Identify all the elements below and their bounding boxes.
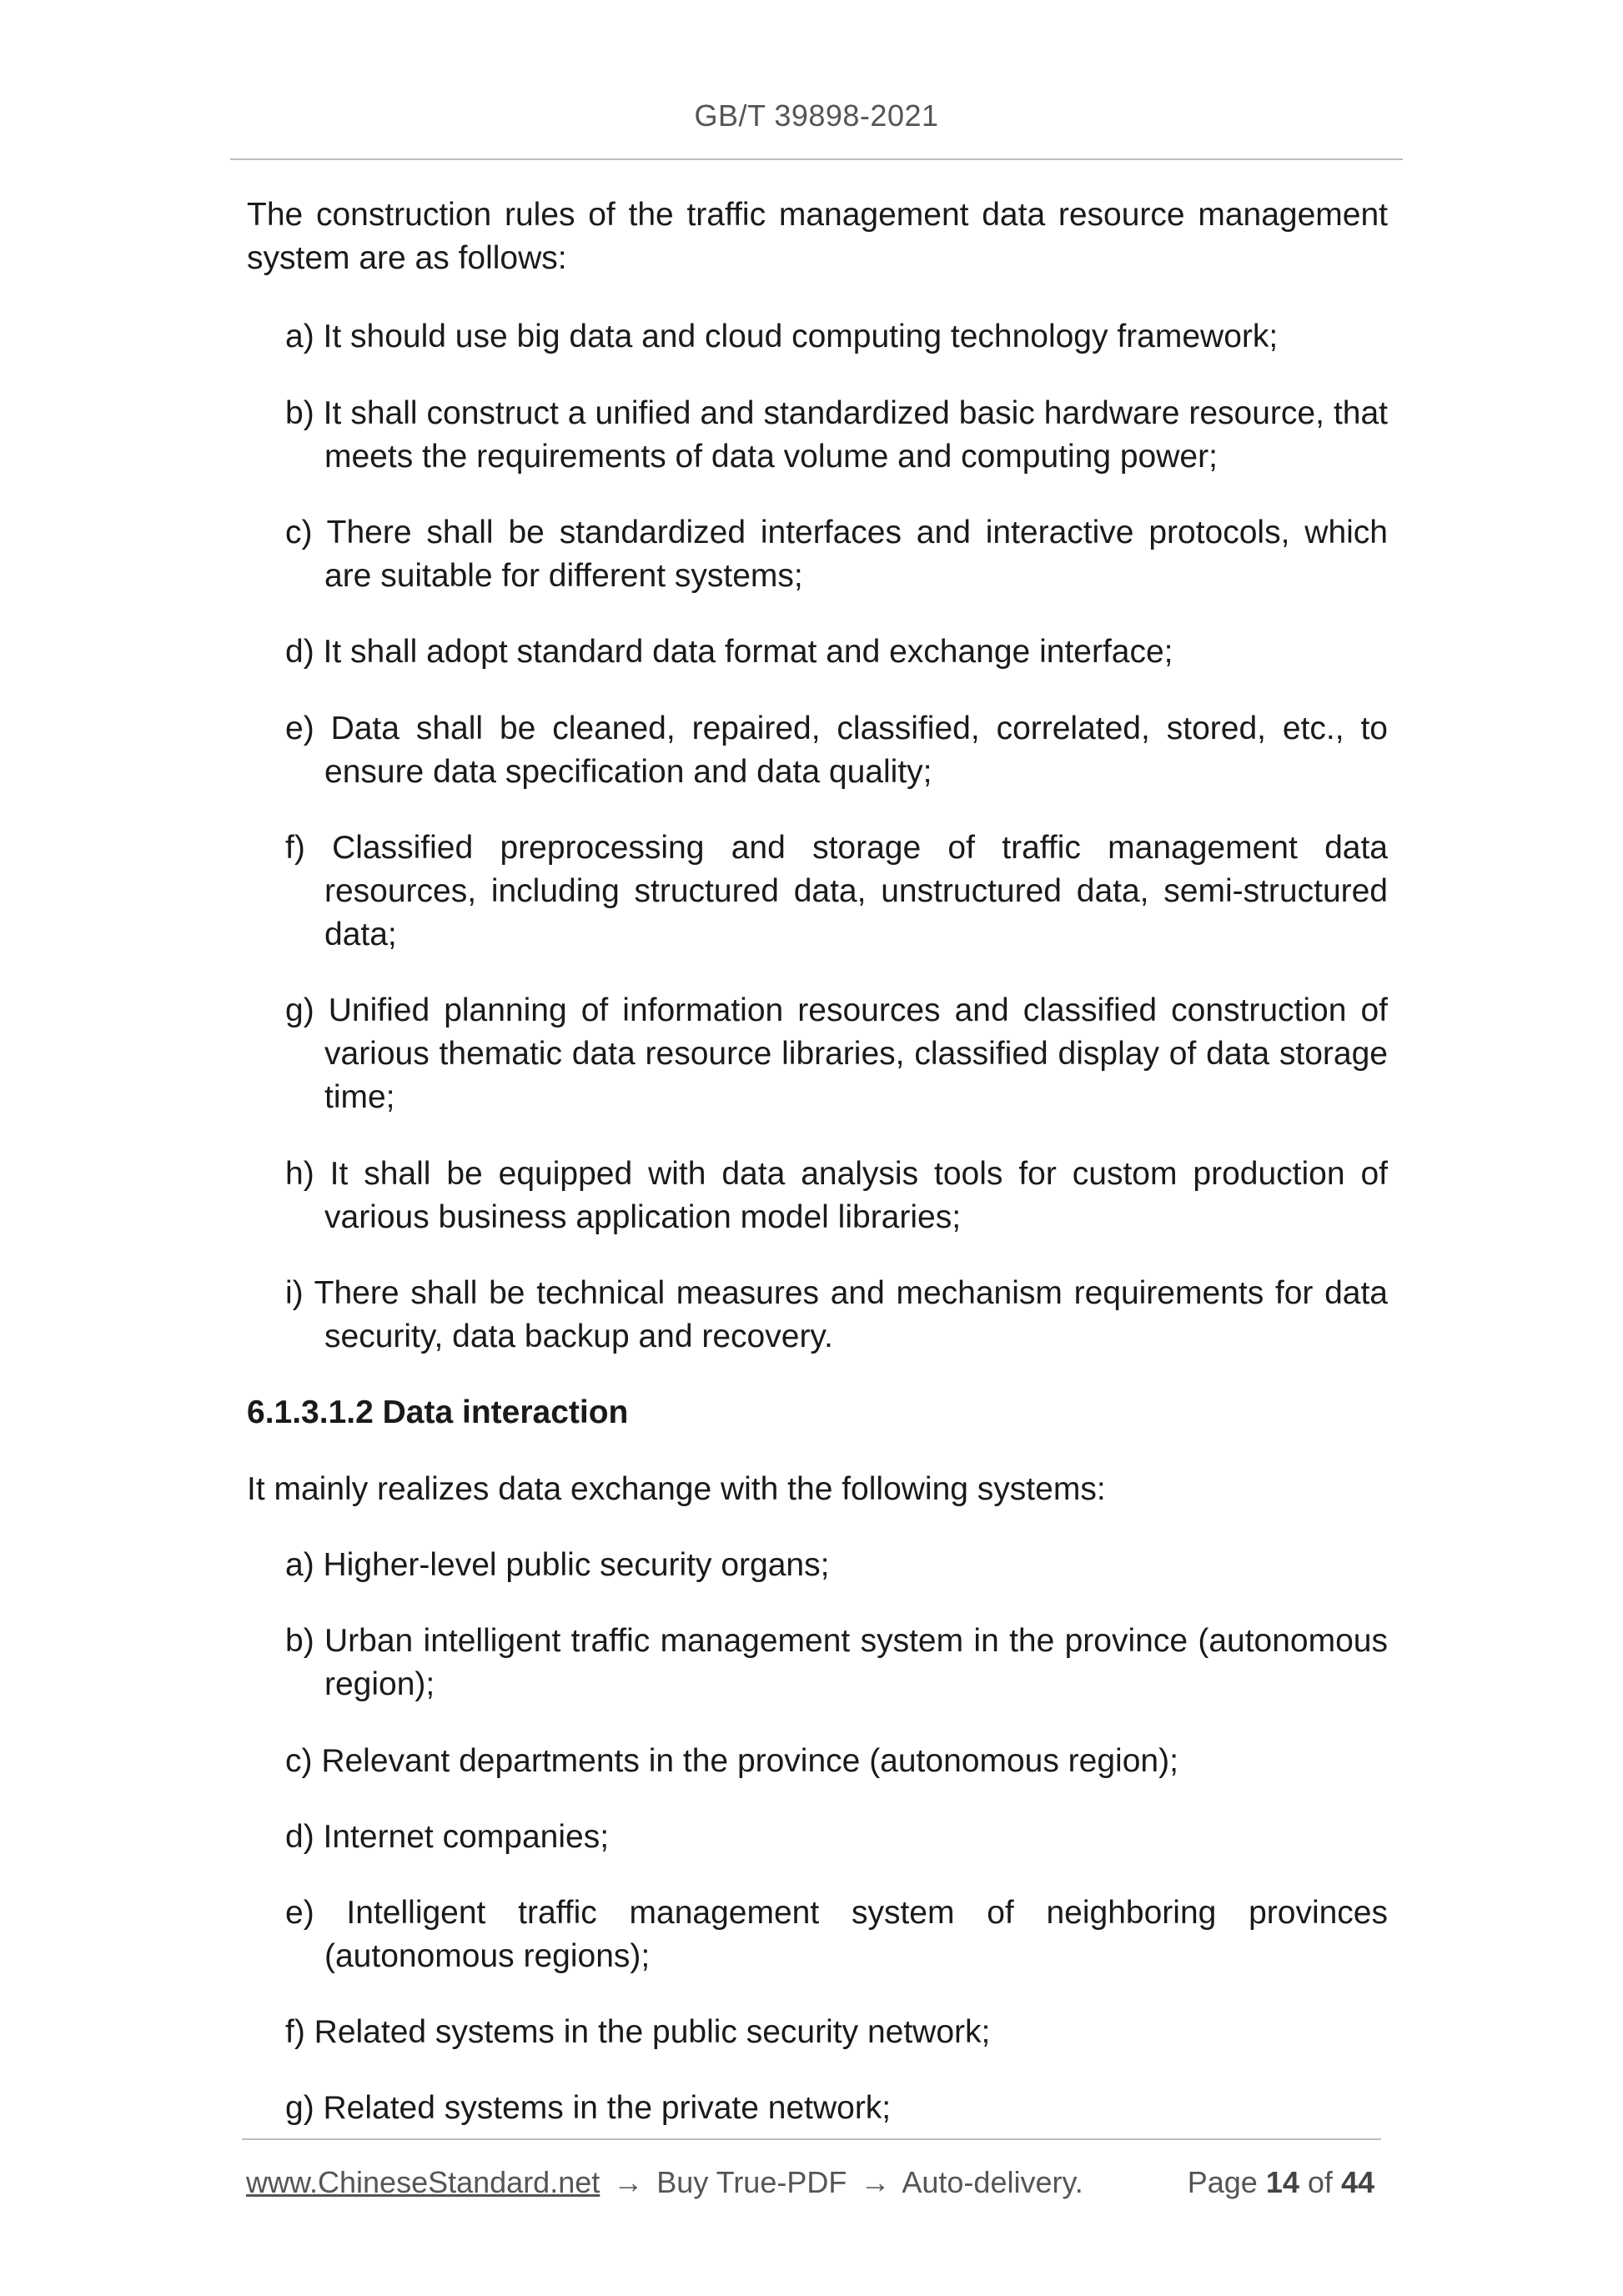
buy-text: Buy True-PDF	[656, 2165, 847, 2199]
page-footer	[242, 2138, 1381, 2215]
rule-item-f: f) Classified preprocessing and storage of traffic management data resources, including structured data, unstructured data, semi-structured data;	[285, 830, 1388, 952]
site-link[interactable]: www.ChineseStandard.net	[246, 2165, 600, 2199]
rule-item-e: e) Data shall be cleaned, repaired, classified, correlated, stored, etc., to ensure data specification and data quality;	[285, 711, 1388, 790]
footer-promo	[246, 2165, 1083, 2200]
section-heading: 6.1.3.1.2 Data interaction	[247, 1394, 629, 1430]
delivery-text: Auto-delivery.	[902, 2165, 1083, 2199]
page-number	[1188, 2165, 1374, 2200]
rule-item-g: g) Unified planning of information resources and classified construction of various thematic data resource libraries, classified display of data storage time;	[285, 992, 1388, 1115]
system-item-b: b) Urban intelligent traffic management system in the province (autonomous region);	[285, 1623, 1388, 1702]
of-label: of	[1307, 2165, 1333, 2199]
system-item-g: g) Related systems in the private network;	[285, 2090, 892, 2126]
page-total: 44	[1340, 2165, 1374, 2199]
system-item-a: a) Higher-level public security organs;	[285, 1547, 830, 1583]
rule-item-h: h) It shall be equipped with data analysis tools for custom production of various business application model libraries;	[285, 1156, 1388, 1235]
intro-paragraph: The construction rules of the traffic management data resource management system are as follows:	[247, 197, 1388, 276]
system-item-e: e) Intelligent traffic management system of neighboring provinces (autonomous regions);	[285, 1895, 1388, 1974]
standard-code: GB/T 39898-2021	[694, 98, 939, 133]
arrow-right-icon: →	[860, 2165, 891, 2199]
rule-item-c: c) There shall be standardized interfaces and interactive protocols, which are suitable for different systems;	[285, 515, 1388, 594]
arrow-right-icon: →	[613, 2165, 644, 2199]
rule-item-d: d) It shall adopt standard data format and exchange interface;	[285, 634, 1173, 670]
rule-item-b: b) It shall construct a unified and standardized basic hardware resource, that meets the requirements of data volume and computing power;	[285, 395, 1388, 475]
document-body	[247, 193, 1388, 2130]
rule-item-a: a) It should use big data and cloud computing technology framework;	[285, 319, 1279, 354]
section-intro: It mainly realizes data exchange with the following systems:	[247, 1471, 1106, 1507]
page-header	[230, 0, 1403, 160]
rule-item-i: i) There shall be technical measures and mechanism requirements for data security, data backup and recovery.	[285, 1275, 1388, 1354]
system-item-c: c) Relevant departments in the province (autonomous region);	[285, 1743, 1178, 1779]
page-label: Page	[1187, 2165, 1258, 2199]
system-item-f: f) Related systems in the public security network;	[285, 2014, 991, 2050]
page-current: 14	[1265, 2165, 1299, 2199]
system-item-d: d) Internet companies;	[285, 1819, 610, 1855]
